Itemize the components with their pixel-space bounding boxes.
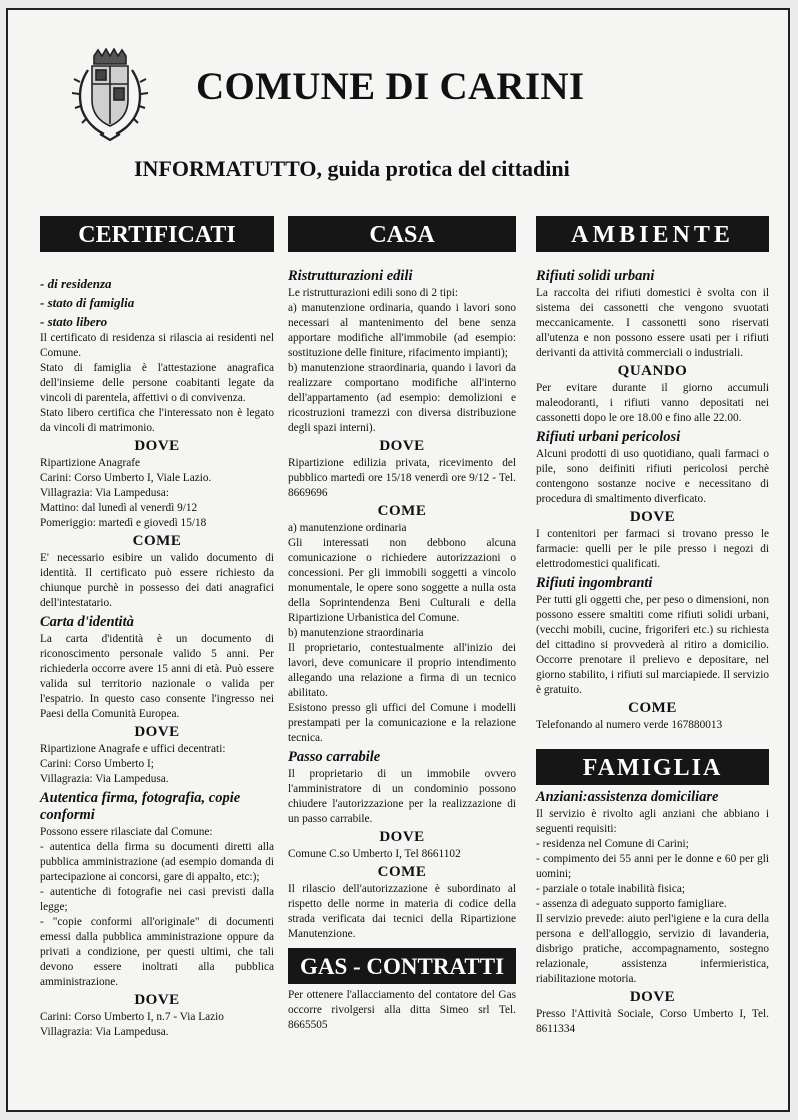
casa-come-text: a) manutenzione ordinaria Gli interessati non debbono alcuna comunicazione o richiedere autorizzazioni o concessioni. Per gli immobili soggetti a vincolo monumentale, le opere sono soggette a nulla osta della Soprintendenza Beni Culturali e della Ripartizione Urbanistica del Comune. b) manutenzione straordinaria Il proprietario, contestualmente all'inizio dei lavori, deve comunicare il proprio intendimento allegando una relazione a firma di un tecnico abilitato. Esistono presso gli uffici del Comune i modelli prestampati per la comunicazione e la relazione tecnica. — [288, 522, 516, 744]
section-banner-gas-contratti: GAS - CONTRATTI — [288, 948, 516, 984]
anziani-dove-text: Presso l'Attività Sociale, Corso Umberto I, Tel. 8611334 — [536, 1008, 769, 1035]
dove-heading: DOVE — [134, 992, 180, 1008]
rifiuti-pericolosi-text: Alcuni prodotti di uso quotidiano, quali farmaci o pile, sono deifiniti rifiuti pericolosi perchè contengono sostanze nocive e necessitano di procedura di smaltimento diverficato. — [536, 448, 769, 505]
quando-heading: QUANDO — [617, 363, 688, 379]
dove-heading: DOVE — [379, 438, 425, 454]
dove-heading: DOVE — [134, 724, 180, 740]
passo-come-text: Il rilascio dell'autorizzazione è subordinato al rispetto delle norme in materia di codice della strada verificata dai tecnici della Ripartizione Manutenzione. — [288, 883, 516, 940]
section-banner-casa: CASA — [288, 216, 516, 252]
autentica-dove-text: Carini: Corso Umberto I, n.7 - Via Lazio Villagrazia: Via Lampedusa. — [40, 1011, 224, 1038]
column-casa — [288, 216, 516, 1033]
dove-heading: DOVE — [134, 438, 180, 454]
certificati-come-text: E' necessario esibire un valido documento di identità. Il certificato può essere richiesto da chiunque purchè in possesso dei dati anagrafici dell'intestatario. — [40, 552, 274, 609]
passo-carrabile-heading: Passo carrabile — [288, 749, 381, 765]
carta-identita-heading: Carta d'identità — [40, 614, 134, 630]
rifiuti-solidi-heading: Rifiuti solidi urbani — [536, 268, 655, 284]
anziani-heading: Anziani:assistenza domiciliare — [536, 789, 719, 805]
come-heading: COME — [377, 864, 427, 880]
casa-dove-text: Ripartizione edilizia privata, ricevimento del pubblico martedì ore 15/18 venerdì ore 9/12 - Tel. 8669696 — [288, 457, 516, 499]
come-heading: COME — [377, 503, 427, 519]
rifiuti-ingombranti-text: Per tutti gli oggetti che, per peso o dimensioni, non possono essere smaltiti come rifiuti solidi urbani, (vecchi mobili, cucine, frigoriferi etc.) su richiesta del cittadino si provvederà al ritiro a domicilio. Occorre prenotare il prelievo e depositare, nel giorno stabilito, i rifiuti sul marciapiede. Il servizio è gratuito. — [536, 594, 769, 696]
coat-of-arms-emblem — [70, 48, 150, 144]
passo-carrabile-text: Il proprietario di un immobile ovvero l'amministratore di un condominio possono chiudere l'autorizzazione per la realizzazione di un passo carrabile. — [288, 768, 516, 825]
section-banner-certificati: CERTIFICATI — [40, 216, 274, 252]
carta-identita-text: La carta d'identità è un documento di riconoscimento personale valido 5 anni. Per richiederla occorre avere 15 anni di età. Può essere valida sul territorio nazionale o valida per l'espatrio. In questo caso consente l'ingresso nei Paesi della Comunità Europea. — [40, 633, 274, 720]
passo-dove-text: Comune C.so Umberto I, Tel 8661102 — [288, 848, 461, 860]
list-item-stato-famiglia: - stato di famiglia — [40, 295, 135, 310]
ingombranti-come-text: Telefonando al numero verde 167880013 — [536, 719, 723, 731]
list-item-residenza: - di residenza — [40, 276, 112, 291]
flyer-page — [6, 8, 790, 1112]
anziani-text: Il servizio è rivolto agli anziani che abbiano i seguenti requisiti: - residenza nel Comune di Carini; - compimento dei 55 anni per le donne e 60 per gli uomini; - parziale o totale inabilità fisica; - assenza di adeguato supporto famigliare. Il servizio prevede: aiuto perl'igiene e la cura della persona e dell'alloggio, servizio di lavanderia, disbrigo pratiche, accompagnamento, sostegno relazionale, assistenza infermieristica, riabilitazione motoria. — [536, 808, 769, 985]
autentica-heading: Autentica firma, fotografia, copie conformi — [40, 790, 241, 823]
come-heading: COME — [628, 700, 677, 716]
column-certificati — [40, 216, 274, 1040]
ristrutturazioni-text: Le ristrutturazioni edili sono di 2 tipi: a) manutenzione ordinaria, quando i lavori sono necessari al mantenimento del bene senza apportare modifiche all'immobile (ad esempio: sostituzione delle finiture, rifacimento impianti); b) manutenzione straordinaria, quando i lavori da realizzare comportano modifiche all'interno dell'appartamento (ad esempio: demolizioni e ricostruzioni tramezzi con diversa distribuzione degli spazi interni). — [288, 287, 516, 434]
section-banner-famiglia: FAMIGLIA — [536, 749, 769, 785]
dove-heading: DOVE — [629, 509, 676, 525]
list-item-stato-libero: - stato libero — [40, 314, 108, 329]
rifiuti-pericolosi-heading: Rifiuti urbani pericolosi — [536, 429, 681, 445]
section-banner-ambiente: AMBIENTE — [536, 216, 769, 252]
certificati-dove-text: Ripartizione Anagrafe Carini: Corso Umberto I, Viale Lazio. Villagrazia: Via Lampedusa: Mattino: dal lunedì al venerdì 9/12 Pomeriggio: martedì e giovedì 15/18 — [40, 457, 212, 529]
column-ambiente — [536, 216, 769, 1037]
dove-heading: DOVE — [379, 829, 425, 845]
gas-contratti-text: Per ottenere l'allacciamento del contatore del Gas occorre rivolgersi alla ditta Simeo srl Tel. 8665505 — [288, 989, 516, 1031]
ristrutturazioni-heading: Ristrutturazioni edili — [288, 268, 413, 284]
quando-text: Per evitare durante il giorno accumuli maleodoranti, i rifiuti vanno depositati nei cassonetti dopo le ore 18.00 e fino alle 22.00. — [536, 382, 769, 424]
page-subtitle: INFORMATUTTO, guida protica del cittadini — [134, 156, 570, 181]
certificati-intro-text: Il certificato di residenza si rilascia ai residenti nel Comune. Stato di famiglia è l'attestazione anagrafica dell'insieme delle persone coabitanti legate da vincoli di parentela, affettivi o di convivenza. Stato libero certifica che l'interessato non è legato da vincoli di matrimonio. — [40, 332, 274, 434]
autentica-text: Possono essere rilasciate dal Comune: - autentica della firma su documenti diretti alla pubblica amministrazione (ad esempio domanda di partecipazione ai concorsi, gare di appalto, etc:); - autentiche di fotografie nei casi previsti dalla legge; - "copie conformi all'originale" di documenti emessi dalla pubblica amministrazione oppure da privati a condizione, per questi ultimi, che tali devono essere inoltrati alla pubblica amministrazione. — [40, 826, 274, 988]
rifiuti-ingombranti-heading: Rifiuti ingombranti — [536, 575, 653, 591]
carta-dove-text: Ripartizione Anagrafe e uffici decentrati: Carini: Corso Umberto I; Villagrazia: Via Lampedusa. — [40, 743, 226, 785]
come-heading: COME — [132, 533, 182, 549]
pericolosi-dove-text: I contenitori per farmaci si trovano presso le farmacie: quelli per le pile presso i negozi di elettrodomestici qualificati. — [536, 528, 769, 570]
page-title: COMUNE DI CARINI — [196, 65, 585, 108]
rifiuti-solidi-text: La raccolta dei rifiuti domestici è svolta con il sistema dei cassonetti che vengono svuotati meccanicamente. I cassonetti sono riservati all'utenza e non possono essere usati per i rifiuti derivanti da attività commerciali o industriali. — [536, 287, 769, 359]
dove-heading: DOVE — [629, 989, 676, 1005]
